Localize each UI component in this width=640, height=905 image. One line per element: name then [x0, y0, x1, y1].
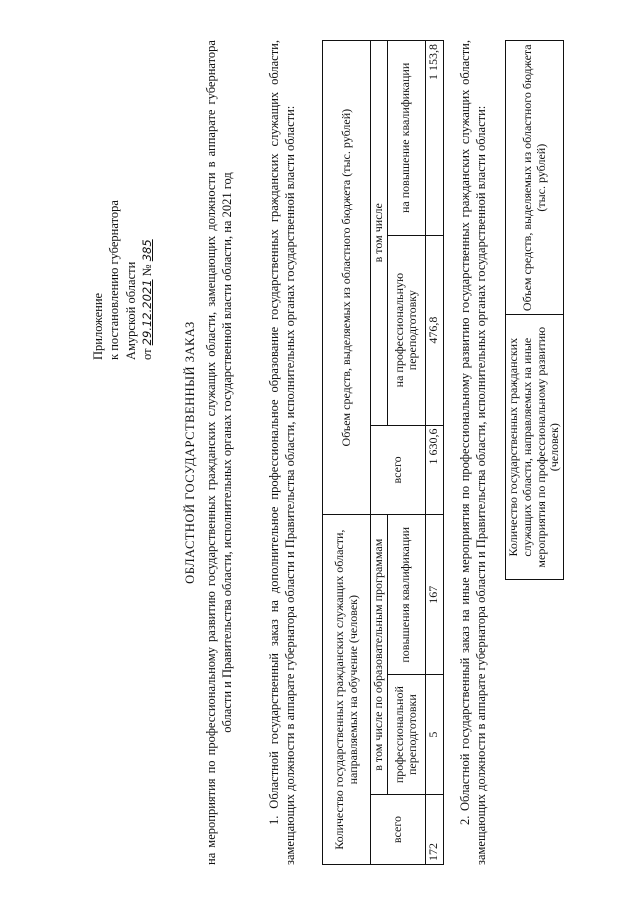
appendix-line: к постановлению губернатора	[107, 200, 122, 360]
date-prefix: от	[139, 348, 154, 360]
appendix-date-line	[139, 40, 155, 360]
header-qualification-funds: на повышение квалификации	[387, 41, 425, 236]
header-funds: Объем средств, выделяемых из областного бюджета (тыс. рублей)	[506, 41, 564, 315]
section-2-text: 2. Областной государственный заказ на иные мероприятия по профессиональному развитию государственных гражданских служащих области, замещающих должности в аппарате губернатора области и Правительства области, исполнительных органах государственной власти области:	[458, 40, 488, 865]
appendix-line: Амурской области	[123, 261, 138, 360]
appendix-line: Приложение	[91, 292, 105, 360]
value-funds-qualification: 1 153,8	[425, 41, 443, 236]
value-funds-total: 1 630,6	[425, 425, 443, 515]
header-total: всего	[371, 795, 426, 865]
table-1	[322, 40, 444, 865]
number-prefix: №	[139, 264, 154, 277]
header-retraining-funds: на профессиональную переподготовку	[387, 235, 425, 425]
document-title: ОБЛАСТНОЙ ГОСУДАРСТВЕННЫЙ ЗАКАЗ	[183, 321, 197, 584]
handwritten-date: 29.12.2021	[139, 279, 154, 346]
header-incl: в том числе	[371, 41, 388, 426]
appendix-block	[90, 40, 155, 360]
header-funds: Объем средств, выделяемых из областного бюджета (тыс. рублей)	[323, 41, 371, 515]
value-retraining: 5	[425, 675, 443, 795]
header-qualification: повышения квалификации	[387, 515, 425, 675]
document-subtitle: на мероприятия по профессиональному развитию государственных гражданских служащих области, замещающих должности в аппарате губернатора области и Правительства области, исполнительных органах государственной власти области, на 2021 год	[204, 40, 234, 865]
header-incl-programs: в том числе по образовательным программам	[371, 515, 388, 795]
header-retraining: профессиональной переподготовки	[387, 675, 425, 795]
header-count: Количество государственных гражданских служащих области, направляемых на иные мероприятия по профессиональному развитию (человек)	[506, 315, 564, 580]
table-row	[425, 41, 443, 865]
header-count: Количество государственных гражданских служащих области, направляемых на обучение (человек)	[323, 515, 371, 865]
value-total: 172	[425, 795, 443, 865]
handwritten-number: 385	[139, 239, 154, 262]
section-1-text: 1. Областной государственный заказ на дополнительное профессиональное образование государственных гражданских служащих области, замещающих должности в аппарате губернатора области и Правительства области, исполнительных органах государственной власти области:	[267, 40, 297, 865]
value-qualification: 167	[425, 515, 443, 675]
value-funds-retraining: 476,8	[425, 235, 443, 425]
table-2	[505, 40, 564, 580]
header-total-funds: всего	[371, 425, 426, 515]
